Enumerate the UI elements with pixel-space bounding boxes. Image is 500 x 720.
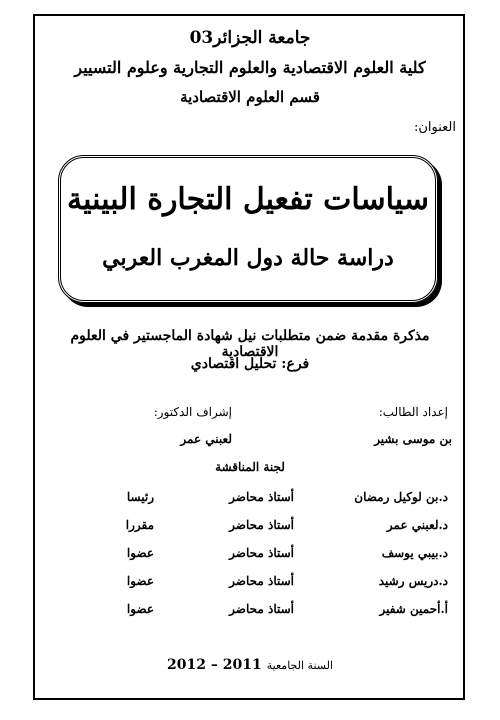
member-rank: أستاذ محاضر (229, 546, 294, 560)
committee-member (80, 602, 460, 622)
member-role: عضوا (126, 602, 154, 616)
committee-member (80, 518, 460, 538)
committee-heading: لجنة المناقشة (215, 460, 285, 474)
student-name: بن موسى بشير (374, 432, 452, 446)
student-label: إعداد الطالب: (378, 405, 448, 419)
committee-member (80, 490, 460, 510)
university-name: جامعة الجزائر03 (189, 28, 311, 48)
title-label: العنوان: (413, 120, 456, 135)
committee-member (80, 574, 460, 594)
memo-statement: مذكرة مقدمة ضمن متطلبات نيل شهادة الماجستير في العلوم الاقتصادية (70, 328, 430, 360)
member-name: د.لعبني عمر (386, 518, 448, 532)
supervisor-name: لعبني عمر (180, 432, 232, 446)
faculty-name: كلية العلوم الاقتصادية والعلوم التجارية وعلوم التسيير (74, 58, 426, 77)
committee-member (80, 546, 460, 566)
title-frame (58, 155, 438, 303)
member-role: عضوا (126, 546, 154, 560)
thesis-subtitle: دراسة حالة دول المغرب العربي (102, 245, 394, 271)
academic-year-value: 2011 – 2012 (167, 657, 262, 673)
academic-year (40, 654, 460, 673)
supervisor-label: إشراف الدكتور: (153, 405, 232, 419)
thesis-title: سياسات تفعيل التجارة البينية (67, 182, 429, 217)
member-name: أ.أحمين شفير (379, 602, 448, 616)
member-rank: أستاذ محاضر (229, 518, 294, 532)
academic-year-label: السنة الجامعية (266, 659, 333, 672)
member-rank: أستاذ محاضر (229, 490, 294, 504)
member-name: د.بن لوكيل رمضان (354, 490, 448, 504)
member-role: رئيسا (126, 490, 154, 504)
member-role: مقررا (125, 518, 154, 532)
member-role: عضوا (126, 574, 154, 588)
member-rank: أستاذ محاضر (229, 602, 294, 616)
member-name: د.بيبي يوسف (381, 546, 448, 560)
department-name: قسم العلوم الاقتصادية (180, 88, 320, 106)
member-rank: أستاذ محاضر (229, 574, 294, 588)
branch-line: فرع: تحليل اقتصادي (190, 356, 310, 372)
member-name: د.دريس رشيد (378, 574, 448, 588)
